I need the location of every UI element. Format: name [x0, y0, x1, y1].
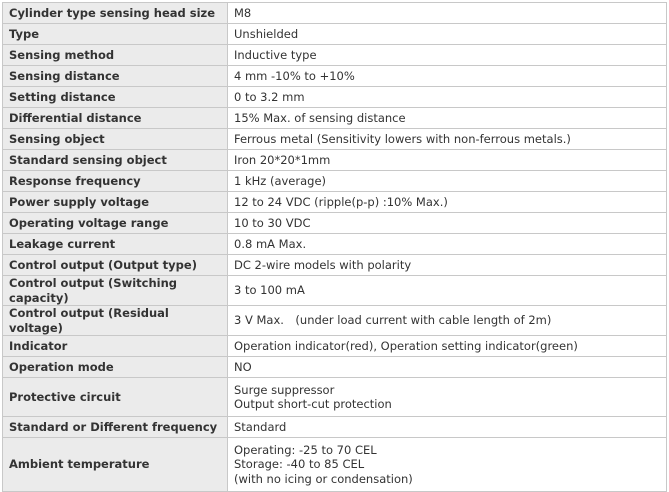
spec-label: Ambient temperature: [3, 438, 228, 492]
spec-table-body: [3, 3, 667, 492]
spec-value-line: Surge suppressor: [234, 382, 335, 397]
spec-row: [3, 129, 667, 150]
spec-row: [3, 192, 667, 213]
spec-value: [228, 306, 667, 336]
spec-value: [228, 66, 667, 87]
spec-value: [228, 438, 667, 492]
spec-label: Control output (Residual voltage): [3, 306, 228, 336]
spec-label: Leakage current: [3, 234, 228, 255]
spec-value: [228, 129, 667, 150]
spec-label: Protective circuit: [3, 378, 228, 417]
spec-row: [3, 213, 667, 234]
spec-label: Sensing method: [3, 45, 228, 66]
spec-value-line: 4 mm -10% to +10%: [234, 68, 355, 83]
spec-value-line: Operation indicator(red), Operation setting indicator(green): [234, 338, 578, 353]
spec-value: [228, 234, 667, 255]
spec-label: Standard sensing object: [3, 150, 228, 171]
spec-value: [228, 417, 667, 438]
spec-label: Standard or Different frequency: [3, 417, 228, 438]
spec-row: [3, 108, 667, 129]
spec-row: [3, 306, 667, 336]
spec-value-line: (with no icing or condensation): [234, 471, 413, 486]
spec-value-line: Ferrous metal (Sensitivity lowers with non-ferrous metals.): [234, 131, 571, 146]
spec-row: [3, 438, 667, 492]
spec-value: [228, 357, 667, 378]
spec-row: [3, 336, 667, 357]
spec-label: Sensing distance: [3, 66, 228, 87]
spec-value-line: Iron 20*20*1mm: [234, 152, 331, 167]
spec-row: [3, 171, 667, 192]
spec-label: Indicator: [3, 336, 228, 357]
spec-value: [228, 276, 667, 306]
spec-label: Setting distance: [3, 87, 228, 108]
spec-label: Power supply voltage: [3, 192, 228, 213]
spec-value: [228, 45, 667, 66]
spec-value: [228, 150, 667, 171]
spec-value-line: 12 to 24 VDC (ripple(p-p) :10% Max.): [234, 194, 448, 209]
spec-value-line: Operating: -25 to 70 CEL: [234, 442, 377, 457]
spec-value-line: 0.8 mA Max.: [234, 236, 307, 251]
spec-value-line: Output short-cut protection: [234, 397, 392, 411]
spec-row: [3, 87, 667, 108]
spec-row: [3, 234, 667, 255]
spec-row: [3, 45, 667, 66]
spec-value-line: 0 to 3.2 mm: [234, 89, 305, 104]
spec-label: Operation mode: [3, 357, 228, 378]
spec-value: [228, 171, 667, 192]
spec-row: [3, 66, 667, 87]
spec-label: Response frequency: [3, 171, 228, 192]
spec-value: [228, 378, 667, 417]
spec-value-line: DC 2-wire models with polarity: [234, 257, 412, 272]
spec-row: [3, 3, 667, 24]
spec-value: [228, 192, 667, 213]
spec-value: [228, 336, 667, 357]
spec-row: [3, 357, 667, 378]
spec-table: [2, 2, 667, 492]
spec-row: [3, 378, 667, 417]
spec-value-line: Storage: -40 to 85 CEL: [234, 457, 365, 472]
spec-label: Cylinder type sensing head size: [3, 3, 228, 24]
spec-label: Control output (Switching capacity): [3, 276, 228, 306]
spec-row: [3, 276, 667, 306]
spec-value-line: Standard: [234, 419, 287, 434]
spec-value: [228, 255, 667, 276]
spec-label: Sensing object: [3, 129, 228, 150]
spec-value-line: 3 V Max. (under load current with cable length of 2m): [234, 313, 552, 328]
spec-row: [3, 24, 667, 45]
spec-row: [3, 255, 667, 276]
spec-value: [228, 24, 667, 45]
spec-value-line: Unshielded: [234, 26, 299, 41]
spec-value: [228, 108, 667, 129]
spec-row: [3, 417, 667, 438]
spec-label: Control output (Output type): [3, 255, 228, 276]
spec-value-line: 1 kHz (average): [234, 173, 327, 188]
spec-label: Operating voltage range: [3, 213, 228, 234]
spec-value: [228, 213, 667, 234]
spec-value-line: 10 to 30 VDC: [234, 215, 311, 230]
spec-value-line: Inductive type: [234, 47, 317, 62]
spec-value-line: NO: [234, 359, 252, 374]
spec-value-line: 15% Max. of sensing distance: [234, 110, 406, 125]
spec-label: Differential distance: [3, 108, 228, 129]
spec-value-line: 3 to 100 mA: [234, 283, 305, 298]
spec-value-line: M8: [234, 5, 252, 20]
spec-row: [3, 150, 667, 171]
spec-value: [228, 3, 667, 24]
spec-label: Type: [3, 24, 228, 45]
spec-value: [228, 87, 667, 108]
